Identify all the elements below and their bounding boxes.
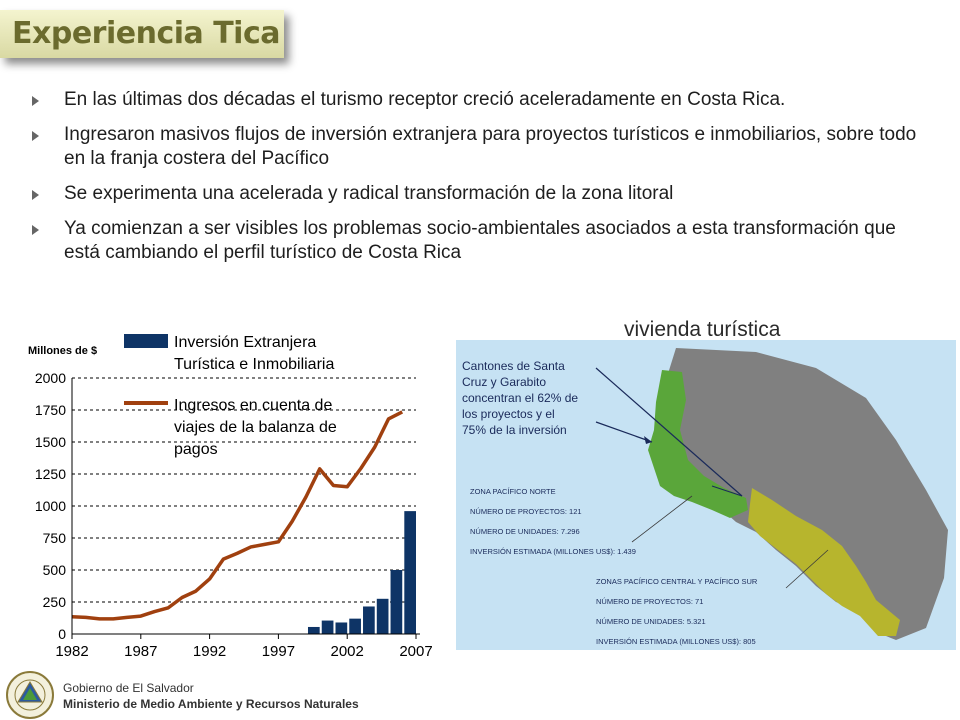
arrow-bullet-icon: [32, 96, 39, 106]
zone-info-line: NÚMERO DE PROYECTOS: 121: [470, 507, 582, 516]
legend-line-label-line2: viajes de la balanza de: [174, 419, 337, 436]
bar: [336, 622, 348, 634]
x-tick-label: 1987: [124, 643, 158, 660]
bar: [377, 599, 389, 634]
callout-line: Cruz y Garabito: [462, 375, 547, 389]
callout-line: Cantones de Santa: [462, 359, 565, 373]
y-tick-label: 1750: [34, 402, 66, 418]
zone-info-line: NÚMERO DE UNIDADES: 7.296: [470, 527, 580, 536]
bullet-text: En las últimas dos décadas el turismo receptor creció aceleradamente en Costa Rica.: [64, 89, 786, 110]
zone-info-line: ZONA PACÍFICO NORTE: [470, 487, 556, 496]
legend-bar-swatch: [124, 334, 168, 348]
y-tick-label: 250: [42, 594, 66, 610]
y-tick-label: 0: [58, 626, 66, 642]
x-tick-label: 1992: [192, 643, 227, 660]
y-tick-label: 2000: [34, 370, 66, 386]
bar: [349, 619, 361, 634]
footer-ministry: Ministerio de Medio Ambiente y Recursos Naturales: [63, 697, 359, 711]
y-tick-label: 1000: [34, 498, 66, 514]
legend-line-label-line3: pagos: [174, 441, 218, 458]
y-tick-label: 1250: [34, 466, 66, 482]
arrow-bullet-icon: [32, 190, 39, 200]
bullet-item: [32, 182, 932, 206]
bullet-text: Ingresaron masivos flujos de inversión extranjera para proyectos turísticos e inmobiliarios, sobre todo en la franja costera del Pacífico: [64, 124, 917, 169]
series-line: [72, 412, 402, 619]
zone-info-line: NÚMERO DE PROYECTOS: 71: [596, 597, 704, 606]
tourism-chart: [10, 322, 440, 662]
x-tick-label: 2007: [399, 643, 433, 660]
callout-line: los proyectos y el: [462, 407, 555, 421]
map-title: vivienda turística: [624, 318, 781, 341]
zone-info-line: ZONAS PACÍFICO CENTRAL Y PACÍFICO SUR: [596, 577, 758, 586]
bullet-item: [32, 88, 932, 112]
x-tick-label: 2002: [330, 643, 364, 660]
arrow-bullet-icon: [32, 225, 39, 235]
footer: [0, 666, 400, 720]
bullet-item: [32, 123, 932, 171]
el-salvador-seal-icon: [4, 670, 56, 720]
x-tick-label: 1982: [55, 643, 89, 660]
callout-line: concentran el 62% de: [462, 391, 579, 405]
zone-info-line: NÚMERO DE UNIDADES: 5.321: [596, 617, 706, 626]
footer-government: Gobierno de El Salvador: [63, 681, 194, 695]
callout-line: 75% de la inversión: [462, 423, 567, 437]
arrow-bullet-icon: [32, 131, 39, 141]
legend-line-label-line1: Ingresos en cuenta de: [174, 397, 333, 414]
zone-info-line: INVERSIÓN ESTIMADA (MILLONES US$): 805: [596, 637, 756, 646]
bullet-item: [32, 217, 932, 265]
map-callout: [462, 359, 578, 437]
map-graphic: [456, 310, 956, 650]
legend-bar-label-line2: Turística e Inmobiliaria: [174, 356, 335, 373]
bullet-list: [32, 88, 932, 276]
y-tick-label: 1500: [34, 434, 66, 450]
bar: [363, 606, 375, 634]
bullet-text: Ya comienzan a ser visibles los problemas socio-ambientales asociados a esta transformación que está cambiando el perfil turístico de Costa Rica: [64, 218, 896, 263]
title-box: [0, 10, 284, 58]
bullet-text: Se experimenta una acelerada y radical transformación de la zona litoral: [64, 183, 674, 204]
bar: [322, 621, 334, 634]
legend-bar-label-line1: Inversión Extranjera: [174, 334, 317, 351]
y-tick-label: 750: [42, 530, 66, 546]
slide-title: Experiencia Tica: [12, 16, 280, 51]
bar: [391, 570, 403, 634]
zone-info-line: INVERSIÓN ESTIMADA (MILLONES US$): 1.439: [470, 547, 636, 556]
x-tick-label: 1997: [261, 643, 296, 660]
y-tick-label: 500: [42, 562, 66, 578]
line-series: [72, 412, 402, 619]
bar: [308, 627, 320, 634]
y-axis-label: Millones de $: [28, 345, 98, 357]
bar: [404, 511, 416, 634]
bar-series: [308, 511, 416, 634]
costa-rica-map: [456, 310, 956, 650]
